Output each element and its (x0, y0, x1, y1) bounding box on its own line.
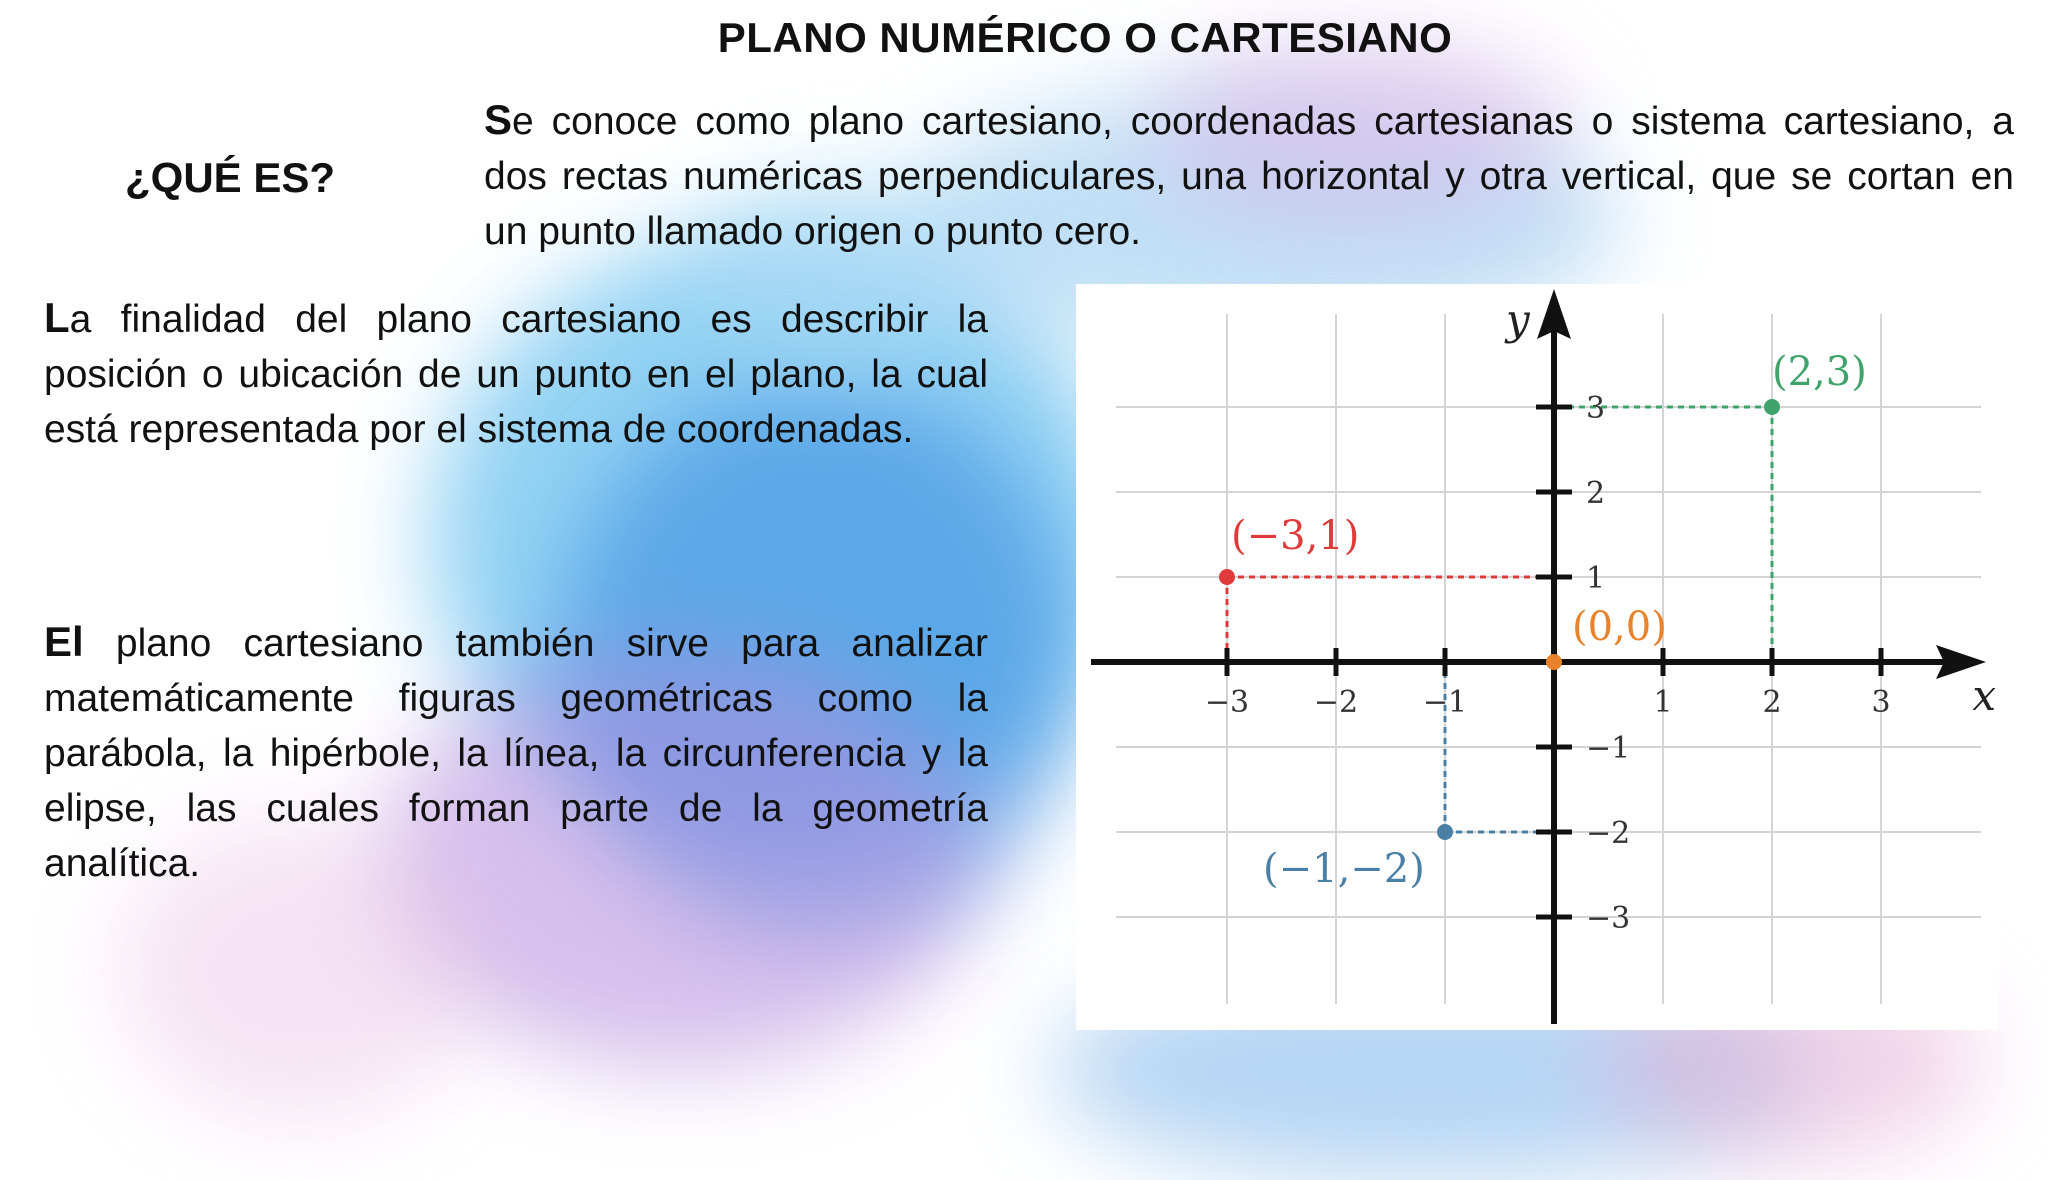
purpose-text: a finalidad del plano cartesiano es describir la posición o ubicación de un punto en el plano, la cual está representada por el sistema de coordenadas. (44, 298, 988, 451)
y-tick-label: −3 (1586, 901, 1631, 936)
x-axis-label: x (1972, 671, 1996, 720)
x-tick-label: 1 (1653, 685, 1673, 720)
data-point (1219, 569, 1235, 585)
y-tick-label: −1 (1586, 731, 1631, 766)
x-tick-label: 3 (1871, 685, 1891, 720)
definition-text: e conoce como plano cartesiano, coordenadas cartesianas o sistema cartesiano, a dos rectas numéricas perpendiculares, una horizontal y otra vertical, que se cortan en un punto llamado origen o punto cero. (484, 100, 2014, 253)
definition-paragraph (484, 92, 2014, 259)
y-tick-label: 2 (1586, 476, 1606, 511)
point-label: (2,3) (1772, 349, 1867, 395)
drop-cap: L (44, 294, 70, 341)
x-tick-label: −1 (1422, 685, 1468, 720)
uses-text: plano cartesiano también sirve para analizar matemáticamente figuras geométricas como la parábola, la hipérbole, la línea, la circunferencia y la elipse, las cuales forman parte de la geometría analítica. (44, 622, 988, 885)
drop-cap: S (484, 96, 513, 143)
data-point (1437, 824, 1453, 840)
page-title: PLANO NUMÉRICO O CARTESIANO (717, 14, 1453, 61)
data-point (1546, 654, 1562, 670)
x-tick-label: −3 (1204, 685, 1250, 720)
y-tick-label: −2 (1586, 816, 1631, 851)
point-label: (−1,−2) (1263, 846, 1425, 892)
cartesian-plane-chart (1076, 284, 1999, 1030)
drop-cap: El (44, 618, 84, 665)
x-tick-label: −2 (1313, 685, 1359, 720)
x-tick-label: 2 (1762, 685, 1782, 720)
data-point (1764, 399, 1780, 415)
y-tick-label: 1 (1586, 561, 1606, 596)
y-axis-label: y (1506, 295, 1530, 344)
uses-paragraph (44, 614, 988, 891)
y-tick-label: 3 (1586, 391, 1606, 426)
cartesian-plane-svg (1076, 284, 1999, 1030)
purpose-paragraph (44, 290, 988, 457)
point-label: (0,0) (1572, 604, 1667, 650)
point-label: (−3,1) (1231, 513, 1360, 559)
section-heading: ¿QUÉ ES? (125, 154, 336, 201)
